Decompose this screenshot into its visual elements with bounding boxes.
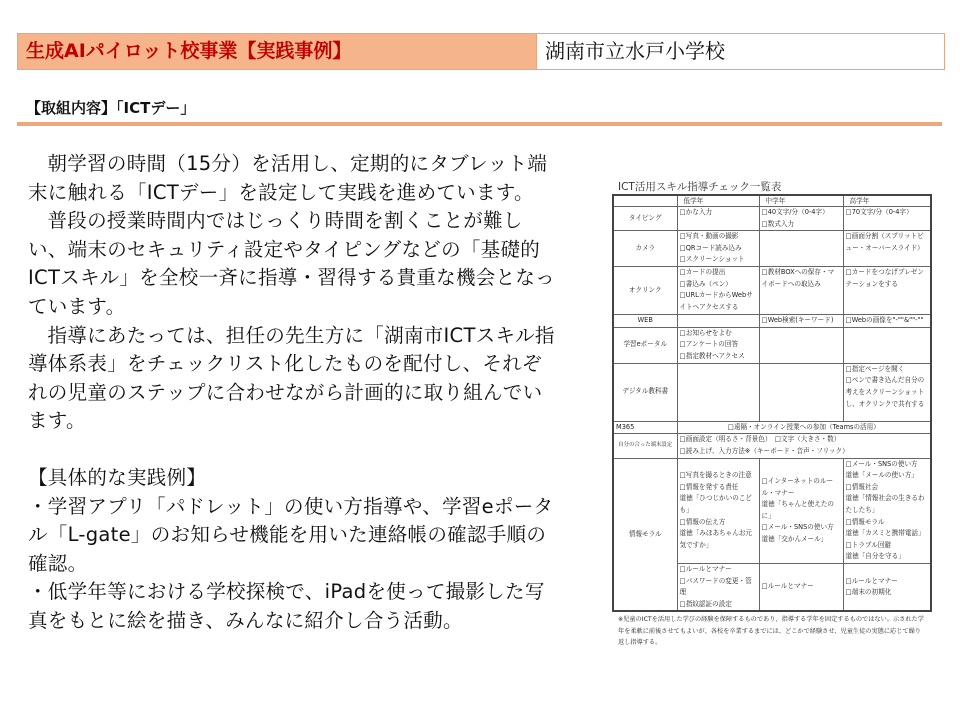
school-name: 湖南市立水戸小学校 (536, 34, 944, 69)
table-row (613, 421, 931, 434)
table-row (613, 327, 931, 363)
cell-full: □遠隔・オンライン授業への参加（Teamsの活用） (677, 421, 931, 434)
cell-low: □ルールとマナー □パスワードの変更・管理 □指紋認証の設定 (677, 563, 759, 611)
paragraph-1: 朝学習の時間（15分）を活用し、定期的にタブレット端末に触れる「ICTデー」を設定して実践を進めています。 (28, 152, 548, 204)
table-row (613, 363, 931, 421)
cell-mid: □インターネットのルール・マナー 道徳「ちゃんと使えたのに」 □メール・SNSの使い方 道徳「交かんメール」 (759, 458, 843, 563)
cell-mid (759, 327, 843, 363)
table-row (613, 315, 931, 328)
cell-low: □写真を撮るときの注意 □情報を発する責任 道徳「ひつじかいのこども」 □情報の伝え方 道徳「みほあちゃんお元気ですか」 (677, 458, 759, 563)
checklist-figure (612, 180, 930, 649)
cell-low: □お知らせをよむ □アンケートの回答 □指定教材へアクセス (677, 327, 759, 363)
grade-low: 低学年 (677, 195, 759, 207)
example-1: ・学習アプリ「パドレット」の使い方指導や、学習eポータル「L-gate」のお知らせ機能を用いた連絡帳の確認手順の確認。 (28, 494, 554, 575)
paragraph-2: 普段の授業時間内ではじっくり時間を割くことが難しい、端末のセキュリティ設定やタイピングなどの「基礎的ICTスキル」を全校一斉に指導・習得する貴重な機会となっています。 (28, 209, 555, 318)
category-cell: オクリンク (613, 267, 677, 315)
table-row (613, 267, 931, 315)
category-cell: カメラ (613, 231, 677, 267)
body-text (28, 150, 558, 636)
category-cell: 学習eポータル (613, 327, 677, 363)
cell-low: □カードの提出 □書込み（ペン） □URLカードからWebサイトへアクセスする (677, 267, 759, 315)
header-title: 生成AIパイロット校事業【実践事例】 (18, 34, 536, 69)
grade-high: 高学年 (843, 195, 931, 207)
category-cell: タイピング (613, 207, 677, 231)
category-cell: デジタル教科書 (613, 363, 677, 421)
cell-mid (759, 363, 843, 421)
grade-mid: 中学年 (759, 195, 843, 207)
cell-high: □メール・SNSの使い方 道徳「メールの使い方」 □情報社会 道徳「情報社会の生きるわたしたち」 □情報モラル 道徳「カスミと携帯電話」 □トラブル回避 道徳「自分を守る」 (843, 458, 931, 563)
cell-high: □カードをつなげプレゼンテーションをする (843, 267, 931, 315)
cell-mid (759, 231, 843, 267)
category-cell: WEB (613, 315, 677, 328)
cell-full: □画面設定（明るさ・背景色） □文字（大きさ・数） □読み上げ、入力方法※（キーボード・音声・フリック） (677, 434, 931, 458)
section-heading: 【取組内容】「ICTデー」 (26, 99, 196, 117)
checklist-title: ICT活用スキル指導チェック一覧表 (618, 181, 782, 193)
cell-low: □写真・動画の撮影 □QRコード読み込み □スクリーンショット (677, 231, 759, 267)
cell-mid: □Web検索(キーワード) (759, 315, 843, 328)
table-row (613, 434, 931, 458)
category-cell: 自分の合った端末設定 (613, 434, 677, 458)
cell-mid: □教材BOXへの保存・マイボードへの取込み (759, 267, 843, 315)
category-cell: M365 (613, 421, 677, 434)
cell-high: □70文字/分（0-4字） (843, 207, 931, 231)
example-2: ・低学年等における学校探検で、iPadを使って撮影した写真をもとに絵を描き、みんなに紹介し合う活動。 (28, 580, 545, 632)
paragraph-3: 指導にあたっては、担任の先生方に「湖南市ICTスキル指導体系表」をチェックリスト化したものを配付し、それぞれの児童のステップに合わせながら計画的に取り組んでいます。 (28, 323, 555, 433)
checklist-table (612, 194, 932, 612)
cell-high: □Webの画像を"-""&""-"" (843, 315, 931, 328)
corner-cell (613, 195, 677, 207)
page-header (17, 33, 945, 70)
cell-mid: □ルールとマナー (759, 563, 843, 611)
cell-low: □かな入力 (677, 207, 759, 231)
cell-low (677, 315, 759, 328)
cell-high: □画面分割（スプリットビュー・オーバースライド） (843, 231, 931, 267)
cell-high: □指定ページを開く □ペンで書き込んだ自分の考えをスクリーンショットし、オクリンクで共有する (843, 363, 931, 421)
cell-low (677, 363, 759, 421)
cell-high (843, 327, 931, 363)
cell-high: □ルールとマナー □端末の初期化 (843, 563, 931, 611)
checklist-note: ※児童のICTを活用した学びの経験を保障するものであり、指導する学年を固定するものではない。示された学年を柔軟に前後させてもよいが、各校を卒業するまでには、どこかで経験させ、児童生徒の実態に応じて繰り返し指導する。 (618, 616, 924, 647)
grade-header-row (613, 195, 931, 207)
section-divider (17, 122, 942, 126)
table-row (613, 231, 931, 267)
table-row (613, 458, 931, 563)
cell-mid: □40文字/分（0-4字） □数式入力 (759, 207, 843, 231)
table-row (613, 207, 931, 231)
examples-heading: 【具体的な実践例】 (28, 465, 207, 489)
spacer (28, 436, 558, 464)
category-cell: 情報モラル (613, 458, 677, 611)
